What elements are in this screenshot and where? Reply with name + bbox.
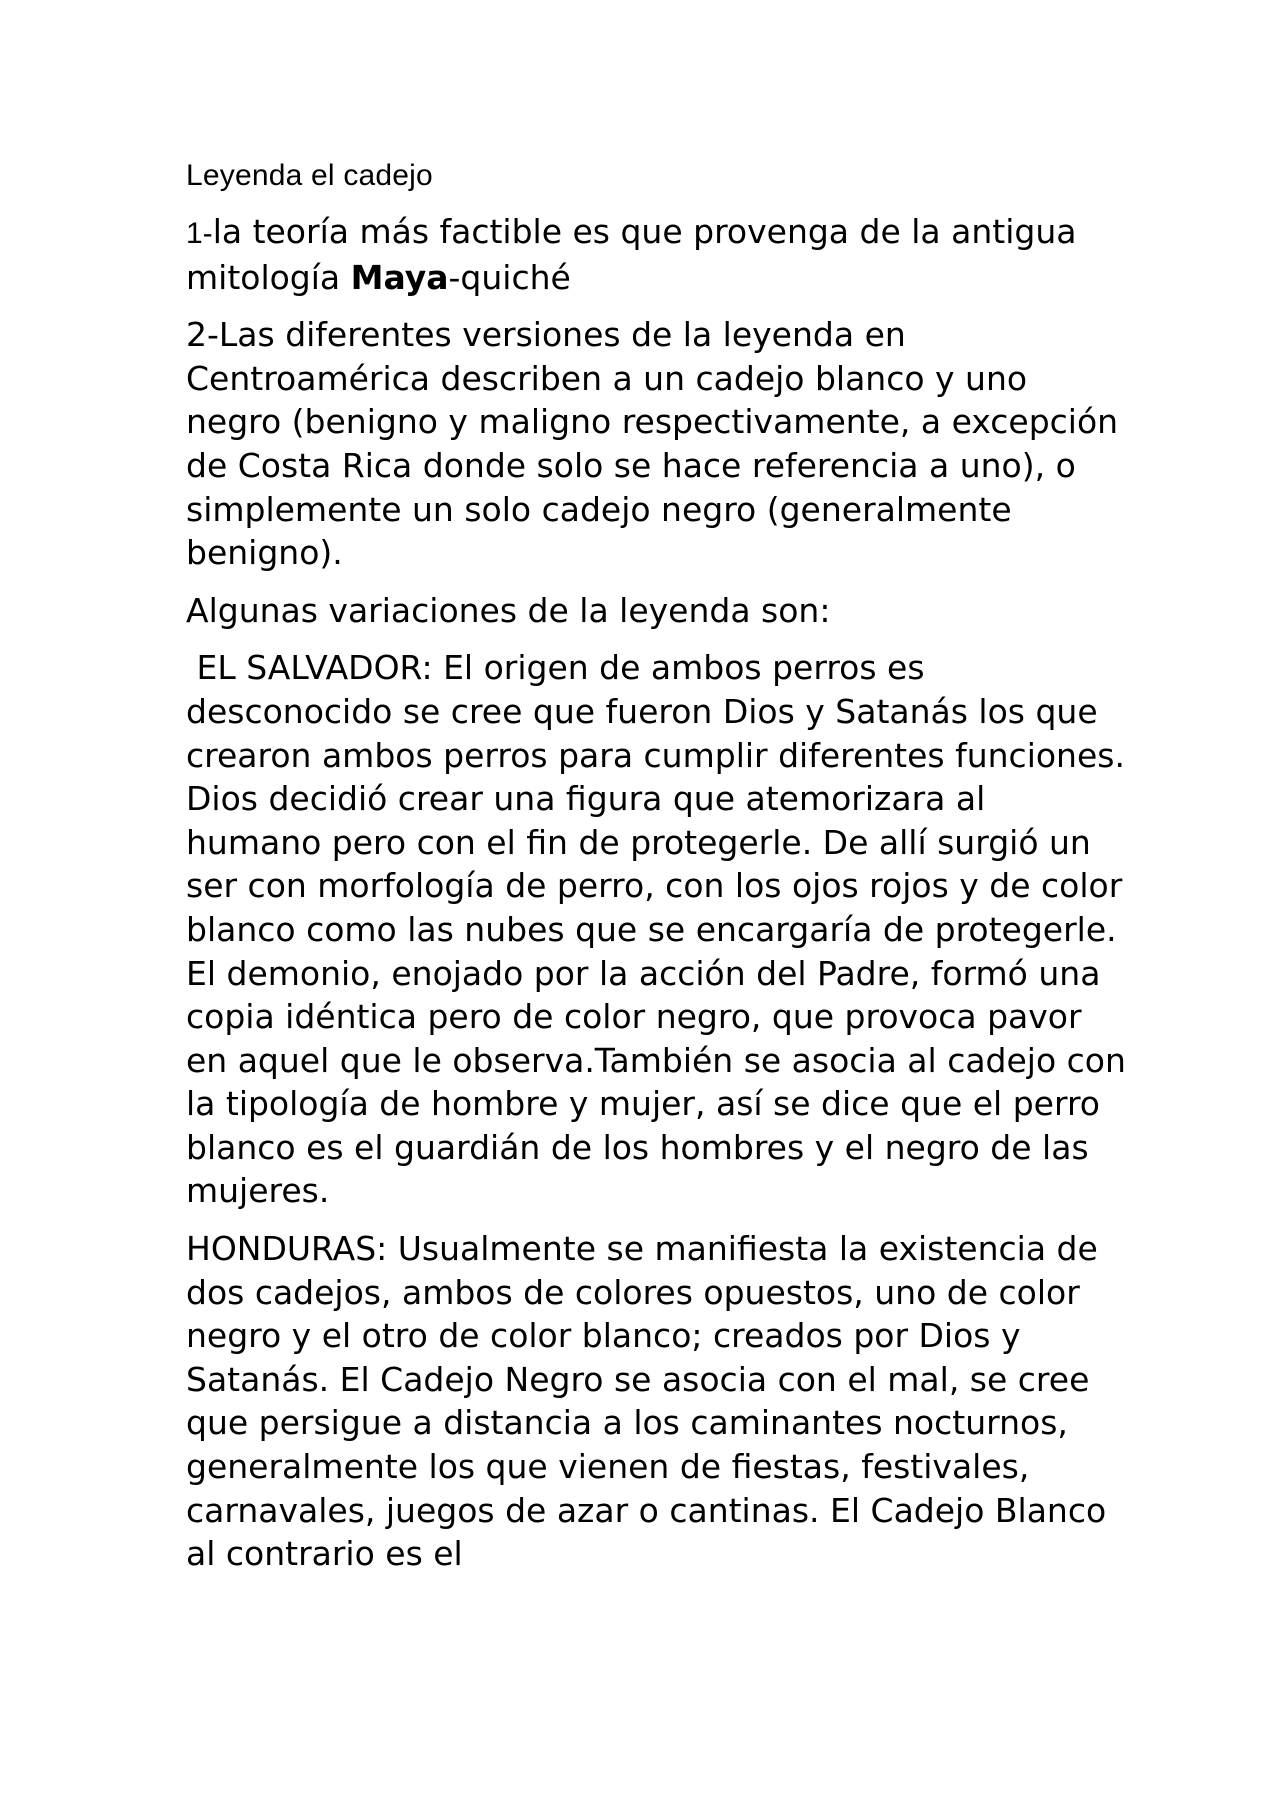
paragraph-3: Algunas variaciones de la leyenda son: — [186, 590, 831, 630]
document-title: Leyenda el cadejo — [186, 159, 433, 192]
paragraph-1 — [186, 210, 1126, 299]
paragraph-1-number: 1- — [186, 217, 213, 250]
paragraph-1-text-b: -quiché — [448, 257, 571, 297]
paragraph-2: 2-Las diferentes versiones de la leyenda en Centroamérica describen a un cadejo blanco y uno negro (benigno y maligno respectivamente, a excepción de Costa Rica donde solo se hace referencia a uno), o simplemente un solo cadejo negro (generalmente benigno). — [186, 315, 1129, 573]
paragraph-1-bold-word: Maya — [350, 257, 449, 297]
document-body — [186, 156, 1137, 1590]
paragraph-honduras: HONDURAS: Usualmente se manifiesta la existencia de dos cadejos, ambos de colores opuestos, uno de color negro y el otro de color blanco; creados por Dios y Satanás. El Cadejo Negro se asocia con el mal, se cree que persigue a distancia a los caminantes nocturnos, generalmente los que vienen de fiestas, festivales, carnavales, juegos de azar o cantinas. El Cadejo Blanco al contrario es el — [186, 1229, 1117, 1574]
paragraph-el-salvador: EL SALVADOR: El origen de ambos perros es desconocido se cree que fueron Dios y Satanás los que crearon ambos perros para cumplir diferentes funciones. Dios decidió crear una figura que atemorizara al humano pero con el fin de protegerle. De allí surgió un ser con morfología de perro, con los ojos rojos y de color blanco como las nubes que se encargaría de protegerle. El demonio, enojado por la acción del Padre, formó una copia idéntica pero de color negro, que provoca pavor en aquel que le observa.También se asocia al cadejo con la tipología de hombre y mujer, así se dice que el perro blanco es el guardián de los hombres y el negro de las mujeres. — [186, 648, 1137, 1211]
paragraph-1-text-a: la teoría más factible es que provenga de la antigua mitología — [186, 212, 1087, 297]
